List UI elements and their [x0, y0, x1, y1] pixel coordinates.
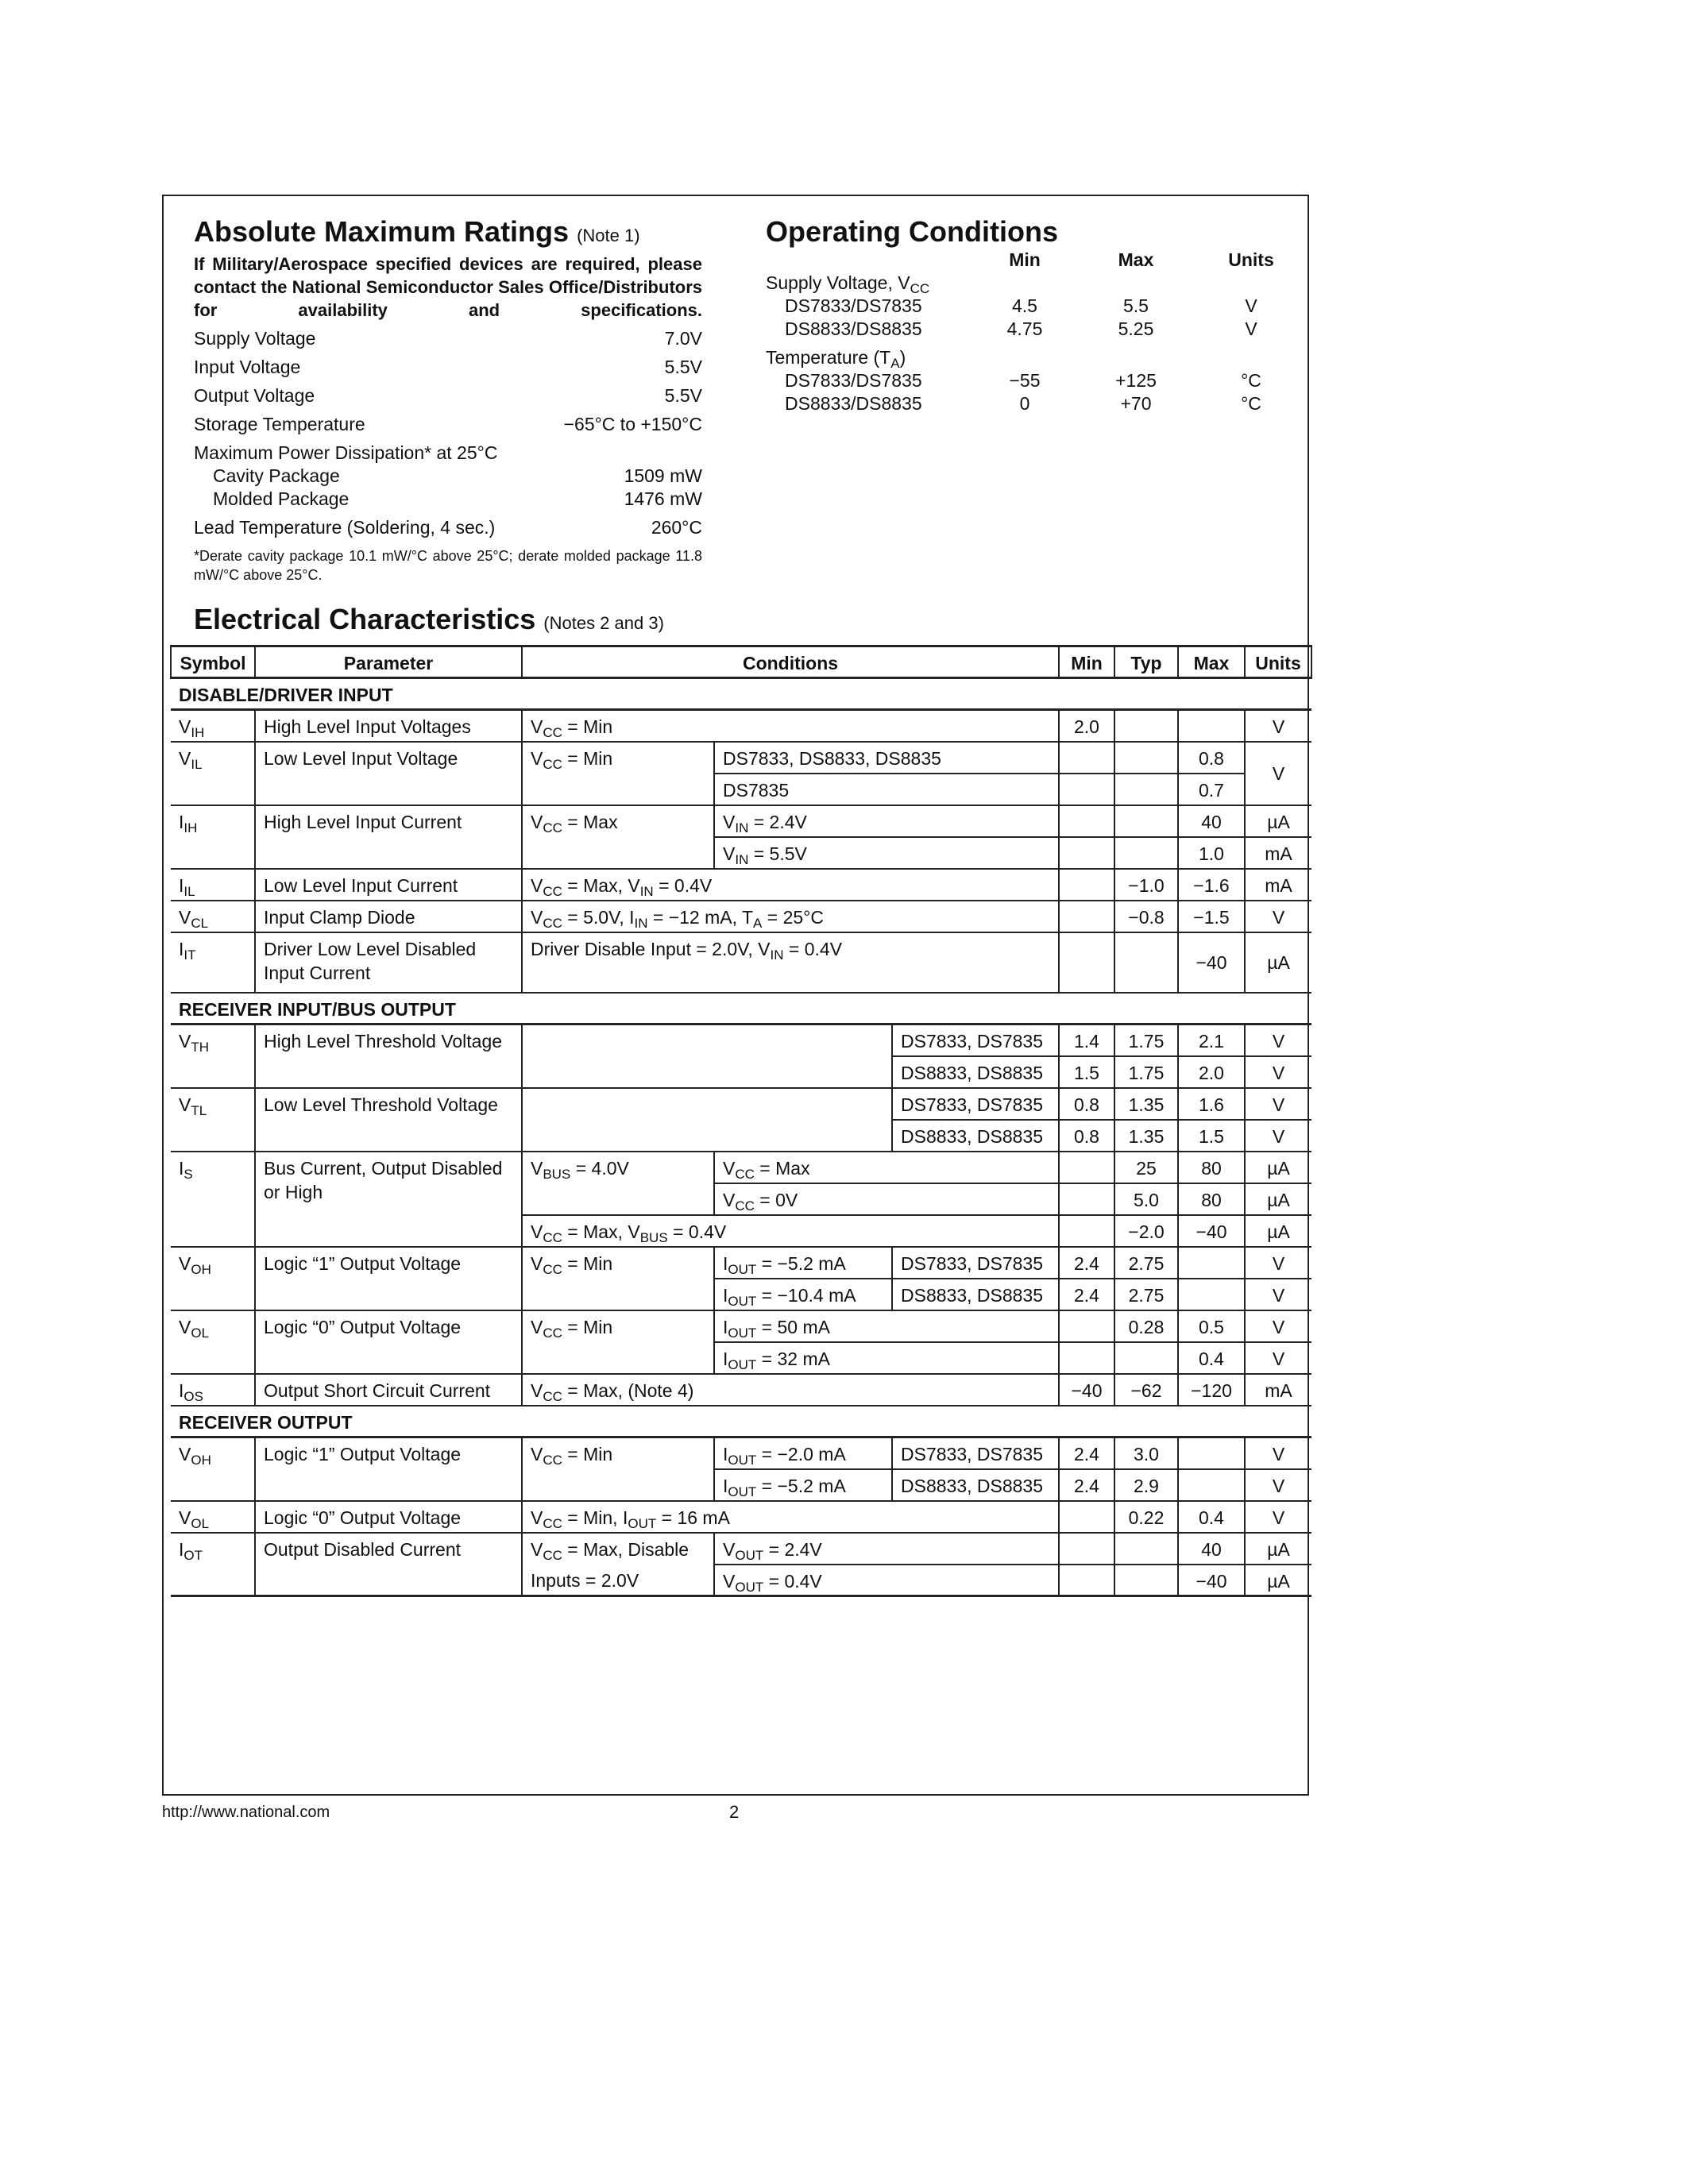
typ-cell: 25	[1114, 1152, 1178, 1183]
symbol-cell: $V_{IH}$	[171, 710, 255, 742]
condition-cell: $V_{CC}$ = Max, $V_{BUS} = 0.4V$	[522, 1215, 1059, 1247]
max-cell: −40	[1178, 1215, 1245, 1247]
amr-note: (Note 1)	[577, 226, 640, 245]
oc-header-units: Units	[1228, 249, 1274, 270]
condition-cell: DS7833, DS7835	[892, 1024, 1059, 1056]
table-row	[171, 1088, 1311, 1120]
typ-cell	[1114, 932, 1178, 993]
units-cell: µA	[1245, 1565, 1311, 1596]
table-row	[171, 1501, 1311, 1533]
condition-cell: $V_{OUT} = 0.4V$	[714, 1565, 1059, 1596]
symbol-cell: $V_{TH}$	[171, 1024, 255, 1088]
condition-cell: Inputs = 2.0V	[522, 1565, 714, 1596]
units-cell: V	[1245, 1120, 1311, 1152]
oc-row-min: 4.75	[1006, 318, 1043, 339]
units-cell: V	[1245, 1024, 1311, 1056]
max-cell: 0.7	[1178, 774, 1245, 805]
units-cell: mA	[1245, 1374, 1311, 1406]
min-cell	[1059, 837, 1114, 869]
condition-cell	[522, 1088, 892, 1152]
amr-warning: If Military/Aerospace specified devices are required, please contact the National Semiconductor Sales Office/Distributors for availability and specifications.	[194, 254, 702, 320]
condition-cell: $I_{OUT} = -5.2$ mA	[714, 1247, 892, 1279]
max-cell	[1178, 1437, 1245, 1469]
parameter-cell: Output Short Circuit Current	[255, 1374, 522, 1406]
typ-cell	[1114, 710, 1178, 742]
max-cell: 1.0	[1178, 837, 1245, 869]
units-cell: V	[1245, 710, 1311, 742]
symbol-cell: $V_{IL}$	[171, 742, 255, 805]
typ-cell	[1114, 837, 1178, 869]
oc-row-units: V	[1245, 295, 1257, 316]
parameter-cell: Input Clamp Diode	[255, 901, 522, 932]
max-cell: 1.5	[1178, 1120, 1245, 1152]
typ-cell: 1.75	[1114, 1056, 1178, 1088]
parameter-cell: Logic “0” Output Voltage	[255, 1501, 522, 1533]
condition-cell: DS7833, DS7835	[892, 1437, 1059, 1469]
max-cell	[1178, 1469, 1245, 1501]
typ-cell: 0.28	[1114, 1310, 1178, 1342]
condition-cell: $I_{OUT} = 50$ mA	[714, 1310, 1059, 1342]
units-cell: V	[1245, 1088, 1311, 1120]
min-cell	[1059, 742, 1114, 774]
amr-item: Storage Temperature −65°C to +150°C	[194, 414, 702, 434]
section-title: RECEIVER INPUT/BUS OUTPUT	[171, 993, 1311, 1024]
units-cell: V	[1245, 1056, 1311, 1088]
header-max: Max	[1178, 646, 1245, 678]
table-row	[171, 742, 1311, 774]
table-row	[171, 1374, 1311, 1406]
amr-item: Maximum Power Dissipation* at 25°C	[194, 442, 498, 463]
condition-cell: $V_{CC}$ = Max	[522, 805, 714, 869]
ec-note: (Notes 2 and 3)	[543, 613, 664, 633]
parameter-cell: Logic “0” Output Voltage	[255, 1310, 522, 1374]
typ-cell	[1114, 1565, 1178, 1596]
min-cell	[1059, 1183, 1114, 1215]
condition-cell: DS8833, DS8835	[892, 1279, 1059, 1310]
units-cell: µA	[1245, 932, 1311, 993]
min-cell	[1059, 1310, 1114, 1342]
oc-header-min: Min	[1009, 249, 1041, 270]
parameter-cell: Bus Current, Output Disabled or High	[255, 1152, 522, 1247]
typ-cell: 1.35	[1114, 1088, 1178, 1120]
max-cell: −40	[1178, 1565, 1245, 1596]
oc-header-max: Max	[1118, 249, 1154, 270]
min-cell: 1.4	[1059, 1024, 1114, 1056]
section-title: RECEIVER OUTPUT	[171, 1406, 1311, 1437]
parameter-cell: Logic “1” Output Voltage	[255, 1247, 522, 1310]
units-cell: µA	[1245, 1533, 1311, 1565]
typ-cell	[1114, 805, 1178, 837]
units-cell: µA	[1245, 805, 1311, 837]
symbol-cell: $V_{CL}$	[171, 901, 255, 932]
condition-cell: DS7835	[714, 774, 1059, 805]
min-cell	[1059, 901, 1114, 932]
condition-cell: Driver Disable Input = 2.0V, $V_{IN} = 0.4V$	[522, 932, 1059, 993]
condition-cell: $I_{OUT} = -10.4$ mA	[714, 1279, 892, 1310]
min-cell: 2.4	[1059, 1247, 1114, 1279]
header-symbol: Symbol	[171, 646, 255, 678]
min-cell	[1059, 1565, 1114, 1596]
typ-cell: 1.75	[1114, 1024, 1178, 1056]
electrical-characteristics-table	[170, 645, 1312, 1597]
symbol-cell: $I_{IL}$	[171, 869, 255, 901]
min-cell: 0.8	[1059, 1088, 1114, 1120]
condition-cell: $V_{CC}$ = Min	[522, 710, 1059, 742]
max-cell	[1178, 1279, 1245, 1310]
condition-cell: DS7833, DS7835	[892, 1247, 1059, 1279]
units-cell: V	[1245, 1342, 1311, 1374]
table-row	[171, 1152, 1311, 1183]
typ-cell: 0.22	[1114, 1501, 1178, 1533]
amr-title: Absolute Maximum Ratings (Note 1)	[194, 215, 640, 248]
page-number: 2	[729, 1802, 740, 1822]
parameter-cell: Output Disabled Current	[255, 1533, 522, 1596]
min-cell	[1059, 774, 1114, 805]
amr-item: Output Voltage 5.5V	[194, 385, 702, 406]
units-cell: V	[1245, 1279, 1311, 1310]
max-cell: −1.5	[1178, 901, 1245, 932]
min-cell: 2.0	[1059, 710, 1114, 742]
symbol-cell: $V_{TL}$	[171, 1088, 255, 1152]
oc-row-max: 5.25	[1118, 318, 1154, 339]
min-cell	[1059, 1342, 1114, 1374]
units-cell: V	[1245, 901, 1311, 932]
typ-cell: −62	[1114, 1374, 1178, 1406]
ec-title: Electrical Characteristics (Notes 2 and 3)	[194, 603, 664, 635]
max-cell: 1.6	[1178, 1088, 1245, 1120]
oc-row-min: 0	[1019, 393, 1030, 414]
typ-cell: 3.0	[1114, 1437, 1178, 1469]
typ-cell	[1114, 1342, 1178, 1374]
max-cell: 0.8	[1178, 742, 1245, 774]
symbol-cell: $I_{IH}$	[171, 805, 255, 869]
condition-cell: DS7833, DS8833, DS8835	[714, 742, 1059, 774]
symbol-cell: $V_{OH}$	[171, 1247, 255, 1310]
condition-cell: $V_{CC} = 5.0V$, $I_{IN} = -12$ mA, $T_A = 25^\circ C$	[522, 901, 1059, 932]
units-cell: V	[1245, 1501, 1311, 1533]
min-cell: 2.4	[1059, 1279, 1114, 1310]
typ-cell: 5.0	[1114, 1183, 1178, 1215]
units-cell: V	[1245, 742, 1311, 805]
typ-cell: 1.35	[1114, 1120, 1178, 1152]
parameter-cell: Low Level Input Voltage	[255, 742, 522, 805]
typ-cell	[1114, 742, 1178, 774]
parameter-cell: High Level Threshold Voltage	[255, 1024, 522, 1088]
parameter-cell: Driver Low Level Disabled Input Current	[255, 932, 522, 993]
amr-item: Input Voltage 5.5V	[194, 357, 702, 377]
typ-cell: −0.8	[1114, 901, 1178, 932]
symbol-cell: $I_S$	[171, 1152, 255, 1247]
amr-item: Supply Voltage 7.0V	[194, 328, 702, 349]
units-cell: mA	[1245, 869, 1311, 901]
oc-row-max: +125	[1115, 370, 1157, 391]
max-cell: 2.1	[1178, 1024, 1245, 1056]
min-cell	[1059, 805, 1114, 837]
typ-cell: 2.75	[1114, 1247, 1178, 1279]
table-row	[171, 1024, 1311, 1056]
units-cell: µA	[1245, 1152, 1311, 1183]
condition-cell: $V_{CC}$ = Max, (Note 4)	[522, 1374, 1059, 1406]
table-row	[171, 1310, 1311, 1342]
oc-row-label: DS8833/DS8835	[785, 393, 922, 414]
condition-cell: $V_{CC}$ = Min	[522, 742, 714, 805]
table-row	[171, 1247, 1311, 1279]
table-row	[171, 901, 1311, 932]
typ-cell	[1114, 774, 1178, 805]
header-typ: Typ	[1114, 646, 1178, 678]
max-cell: −40	[1178, 932, 1245, 993]
min-cell	[1059, 869, 1114, 901]
oc-title: Operating Conditions	[766, 215, 1058, 248]
parameter-cell: Low Level Input Current	[255, 869, 522, 901]
oc-row-units: °C	[1241, 370, 1261, 391]
section-row	[171, 1406, 1311, 1437]
condition-cell: $V_{CC} = 0V$	[714, 1183, 1059, 1215]
max-cell: 80	[1178, 1183, 1245, 1215]
header-units: Units	[1245, 646, 1311, 678]
condition-cell: $I_{OUT} = 32$ mA	[714, 1342, 1059, 1374]
min-cell	[1059, 1215, 1114, 1247]
amr-item: Cavity Package 1509 mW	[213, 465, 702, 486]
typ-cell: −2.0	[1114, 1215, 1178, 1247]
units-cell: V	[1245, 1437, 1311, 1469]
table-row	[171, 932, 1311, 993]
condition-cell: DS8833, DS8835	[892, 1469, 1059, 1501]
table-row	[171, 710, 1311, 742]
amr-derate-footnote: *Derate cavity package 10.1 mW/°C above 25°C; derate molded package 11.8 mW/°C above 25°C.	[194, 548, 702, 583]
table-row	[171, 869, 1311, 901]
amr-item: Lead Temperature (Soldering, 4 sec.) 260°C	[194, 517, 702, 538]
table-row	[171, 805, 1311, 837]
table-header-row	[171, 646, 1311, 678]
oc-row-units: °C	[1241, 393, 1261, 414]
max-cell: 0.4	[1178, 1501, 1245, 1533]
condition-cell: $V_{CC}$ = Min	[522, 1247, 714, 1310]
footer-url: http://www.national.com	[162, 1804, 330, 1821]
oc-temp-label: Temperature $(T_A)$	[766, 347, 906, 371]
symbol-cell: $V_{OL}$	[171, 1501, 255, 1533]
condition-cell: DS8833, DS8835	[892, 1120, 1059, 1152]
min-cell	[1059, 932, 1114, 993]
oc-row-label: DS7833/DS7835	[785, 370, 922, 391]
typ-cell	[1114, 1533, 1178, 1565]
symbol-cell: $I_{OS}$	[171, 1374, 255, 1406]
typ-cell: 2.75	[1114, 1279, 1178, 1310]
max-cell: 80	[1178, 1152, 1245, 1183]
table-row	[171, 1533, 1311, 1565]
min-cell: 2.4	[1059, 1469, 1114, 1501]
oc-row-label: DS8833/DS8835	[785, 318, 922, 339]
condition-cell	[522, 1024, 892, 1088]
section-row	[171, 678, 1311, 710]
max-cell	[1178, 1247, 1245, 1279]
amr-item: Molded Package 1476 mW	[213, 488, 702, 509]
symbol-cell: $V_{OL}$	[171, 1310, 255, 1374]
condition-cell: $V_{CC}$ = Min	[522, 1437, 714, 1501]
max-cell: −1.6	[1178, 869, 1245, 901]
min-cell: −40	[1059, 1374, 1114, 1406]
condition-cell: $I_{OUT} = -2.0$ mA	[714, 1437, 892, 1469]
min-cell	[1059, 1501, 1114, 1533]
min-cell	[1059, 1533, 1114, 1565]
symbol-cell: $I_{OT}$	[171, 1533, 255, 1596]
parameter-cell: Low Level Threshold Voltage	[255, 1088, 522, 1152]
condition-cell: $V_{BUS} = 4.0V$	[522, 1152, 714, 1215]
units-cell: V	[1245, 1310, 1311, 1342]
section-title: DISABLE/DRIVER INPUT	[171, 678, 1311, 710]
condition-cell: $V_{OUT} = 2.4V$	[714, 1533, 1059, 1565]
header-min: Min	[1059, 646, 1114, 678]
oc-row-units: V	[1245, 318, 1257, 339]
section-row	[171, 993, 1311, 1024]
units-cell: V	[1245, 1247, 1311, 1279]
parameter-cell: High Level Input Current	[255, 805, 522, 869]
oc-row-label: DS7833/DS7835	[785, 295, 922, 316]
condition-cell: $V_{CC}$ = Max	[714, 1152, 1059, 1183]
header-parameter: Parameter	[255, 646, 522, 678]
parameter-cell: High Level Input Voltages	[255, 710, 522, 742]
max-cell: −120	[1178, 1374, 1245, 1406]
condition-cell: $V_{CC}$ = Min	[522, 1310, 714, 1374]
condition-cell: $V_{CC}$ = Max, $V_{IN} = 0.4V$	[522, 869, 1059, 901]
condition-cell: $V_{IN} = 2.4V$	[714, 805, 1059, 837]
symbol-cell: $V_{OH}$	[171, 1437, 255, 1501]
symbol-cell: $I_{IT}$	[171, 932, 255, 993]
condition-cell: $V_{IN} = 5.5V$	[714, 837, 1059, 869]
max-cell: 40	[1178, 1533, 1245, 1565]
min-cell: 1.5	[1059, 1056, 1114, 1088]
oc-row-min: 4.5	[1012, 295, 1037, 316]
condition-cell: DS7833, DS7835	[892, 1088, 1059, 1120]
max-cell: 2.0	[1178, 1056, 1245, 1088]
units-cell: µA	[1245, 1215, 1311, 1247]
oc-supply-label: Supply Voltage, $V_{CC}$	[766, 272, 930, 296]
oc-row-max: 5.5	[1123, 295, 1149, 316]
condition-cell: $I_{OUT} = -5.2$ mA	[714, 1469, 892, 1501]
max-cell: 0.4	[1178, 1342, 1245, 1374]
max-cell	[1178, 710, 1245, 742]
min-cell	[1059, 1152, 1114, 1183]
min-cell: 0.8	[1059, 1120, 1114, 1152]
max-cell: 40	[1178, 805, 1245, 837]
condition-cell: DS8833, DS8835	[892, 1056, 1059, 1088]
parameter-cell: Logic “1” Output Voltage	[255, 1437, 522, 1501]
oc-row-min: −55	[1009, 370, 1041, 391]
max-cell: 0.5	[1178, 1310, 1245, 1342]
table-row	[171, 1437, 1311, 1469]
units-cell: mA	[1245, 837, 1311, 869]
oc-row-max: +70	[1120, 393, 1152, 414]
condition-cell: $V_{CC}$ = Max, Disable	[522, 1533, 714, 1565]
header-conditions: Conditions	[522, 646, 1059, 678]
typ-cell: 2.9	[1114, 1469, 1178, 1501]
min-cell: 2.4	[1059, 1437, 1114, 1469]
units-cell: V	[1245, 1469, 1311, 1501]
units-cell: µA	[1245, 1183, 1311, 1215]
typ-cell: −1.0	[1114, 869, 1178, 901]
condition-cell: $V_{CC}$ = Min, $I_{OUT} = 16$ mA	[522, 1501, 1059, 1533]
